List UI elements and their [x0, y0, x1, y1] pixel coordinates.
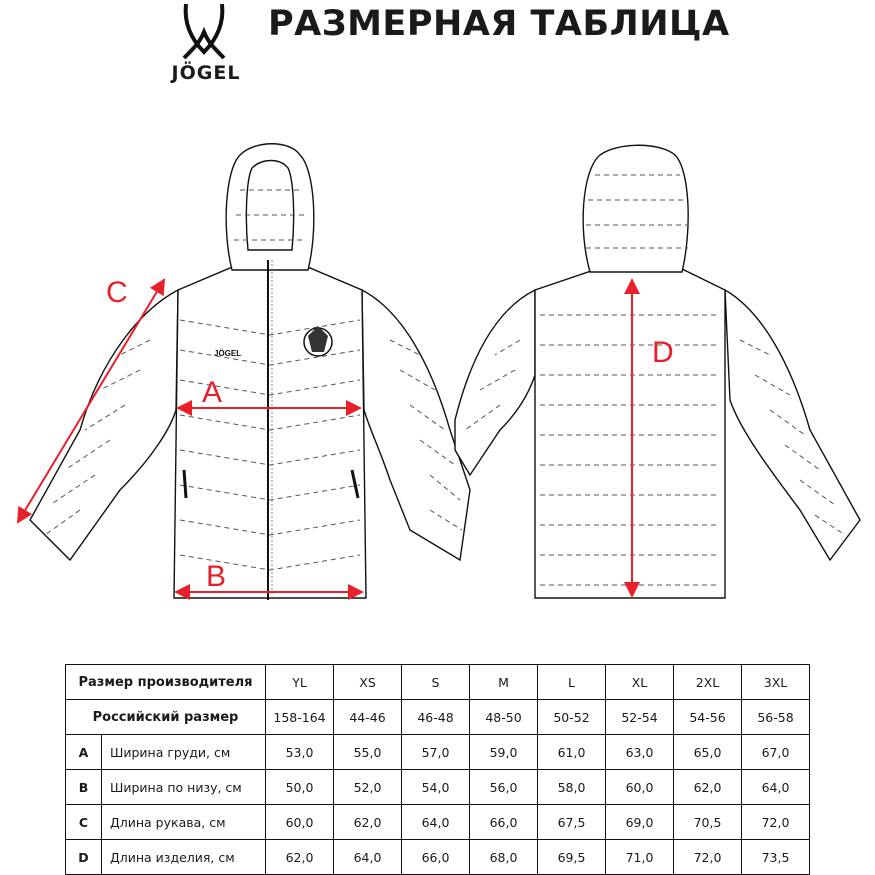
value-cell: 72,0 [742, 805, 810, 840]
size-cell: XL [606, 665, 674, 700]
russian-size-cell: 54-56 [674, 700, 742, 735]
value-cell: 66,0 [402, 840, 470, 875]
row-letter: B [66, 770, 102, 805]
value-cell: 61,0 [538, 735, 606, 770]
value-cell: 67,5 [538, 805, 606, 840]
russian-size-cell: 158-164 [266, 700, 334, 735]
dimension-d-label: D [652, 336, 674, 369]
value-cell: 55,0 [334, 735, 402, 770]
table-row-product-length [66, 840, 810, 875]
value-cell: 62,0 [334, 805, 402, 840]
size-cell: L [538, 665, 606, 700]
row-letter: A [66, 735, 102, 770]
value-cell: 66,0 [470, 805, 538, 840]
value-cell: 59,0 [470, 735, 538, 770]
value-cell: 64,0 [402, 805, 470, 840]
russian-size-label: Российский размер [66, 700, 266, 735]
brand-logo [150, 2, 260, 88]
value-cell: 58,0 [538, 770, 606, 805]
russian-size-cell: 52-54 [606, 700, 674, 735]
table-row-sleeve-length [66, 805, 810, 840]
value-cell: 62,0 [266, 840, 334, 875]
table-row-chest-width [66, 735, 810, 770]
value-cell: 63,0 [606, 735, 674, 770]
dimension-c-label: C [106, 276, 128, 309]
value-cell: 53,0 [266, 735, 334, 770]
value-cell: 50,0 [266, 770, 334, 805]
value-cell: 65,0 [674, 735, 742, 770]
row-parameter: Длина изделия, см [102, 840, 266, 875]
russian-size-cell: 44-46 [334, 700, 402, 735]
value-cell: 62,0 [674, 770, 742, 805]
table-row-russian-size [66, 700, 810, 735]
manufacturer-size-label: Размер производителя [66, 665, 266, 700]
value-cell: 67,0 [742, 735, 810, 770]
row-parameter: Ширина по низу, см [102, 770, 266, 805]
row-parameter: Ширина груди, см [102, 735, 266, 770]
value-cell: 69,5 [538, 840, 606, 875]
dimension-a-label: A [202, 376, 223, 409]
value-cell: 64,0 [742, 770, 810, 805]
dimension-b-label: B [206, 560, 227, 593]
russian-size-cell: 46-48 [402, 700, 470, 735]
size-cell: S [402, 665, 470, 700]
russian-size-cell: 50-52 [538, 700, 606, 735]
value-cell: 56,0 [470, 770, 538, 805]
size-cell: 3XL [742, 665, 810, 700]
page-title: РАЗМЕРНАЯ ТАБЛИЦА [268, 4, 730, 44]
value-cell: 57,0 [402, 735, 470, 770]
value-cell: 60,0 [606, 770, 674, 805]
jacket-illustration [0, 130, 875, 610]
jacket-front-view [30, 144, 470, 598]
jogel-emblem-icon [180, 2, 228, 60]
left-pocket [184, 470, 186, 498]
value-cell: 64,0 [334, 840, 402, 875]
value-cell: 68,0 [470, 840, 538, 875]
size-cell: M [470, 665, 538, 700]
russian-size-cell: 48-50 [470, 700, 538, 735]
value-cell: 70,5 [674, 805, 742, 840]
size-cell: YL [266, 665, 334, 700]
row-parameter: Длина рукава, см [102, 805, 266, 840]
value-cell: 60,0 [266, 805, 334, 840]
size-table [65, 664, 810, 875]
jacket-back-view [455, 145, 860, 598]
brand-wordmark: JÖGEL [171, 62, 241, 84]
row-letter: D [66, 840, 102, 875]
russian-size-cell: 56-58 [742, 700, 810, 735]
size-cell: XS [334, 665, 402, 700]
table-row-bottom-width [66, 770, 810, 805]
table-row-manufacturer-size [66, 665, 810, 700]
value-cell: 54,0 [402, 770, 470, 805]
row-letter: C [66, 805, 102, 840]
value-cell: 73,5 [742, 840, 810, 875]
value-cell: 52,0 [334, 770, 402, 805]
value-cell: 71,0 [606, 840, 674, 875]
chest-logo-text: JÖGEL [214, 349, 242, 358]
size-cell: 2XL [674, 665, 742, 700]
value-cell: 69,0 [606, 805, 674, 840]
value-cell: 72,0 [674, 840, 742, 875]
